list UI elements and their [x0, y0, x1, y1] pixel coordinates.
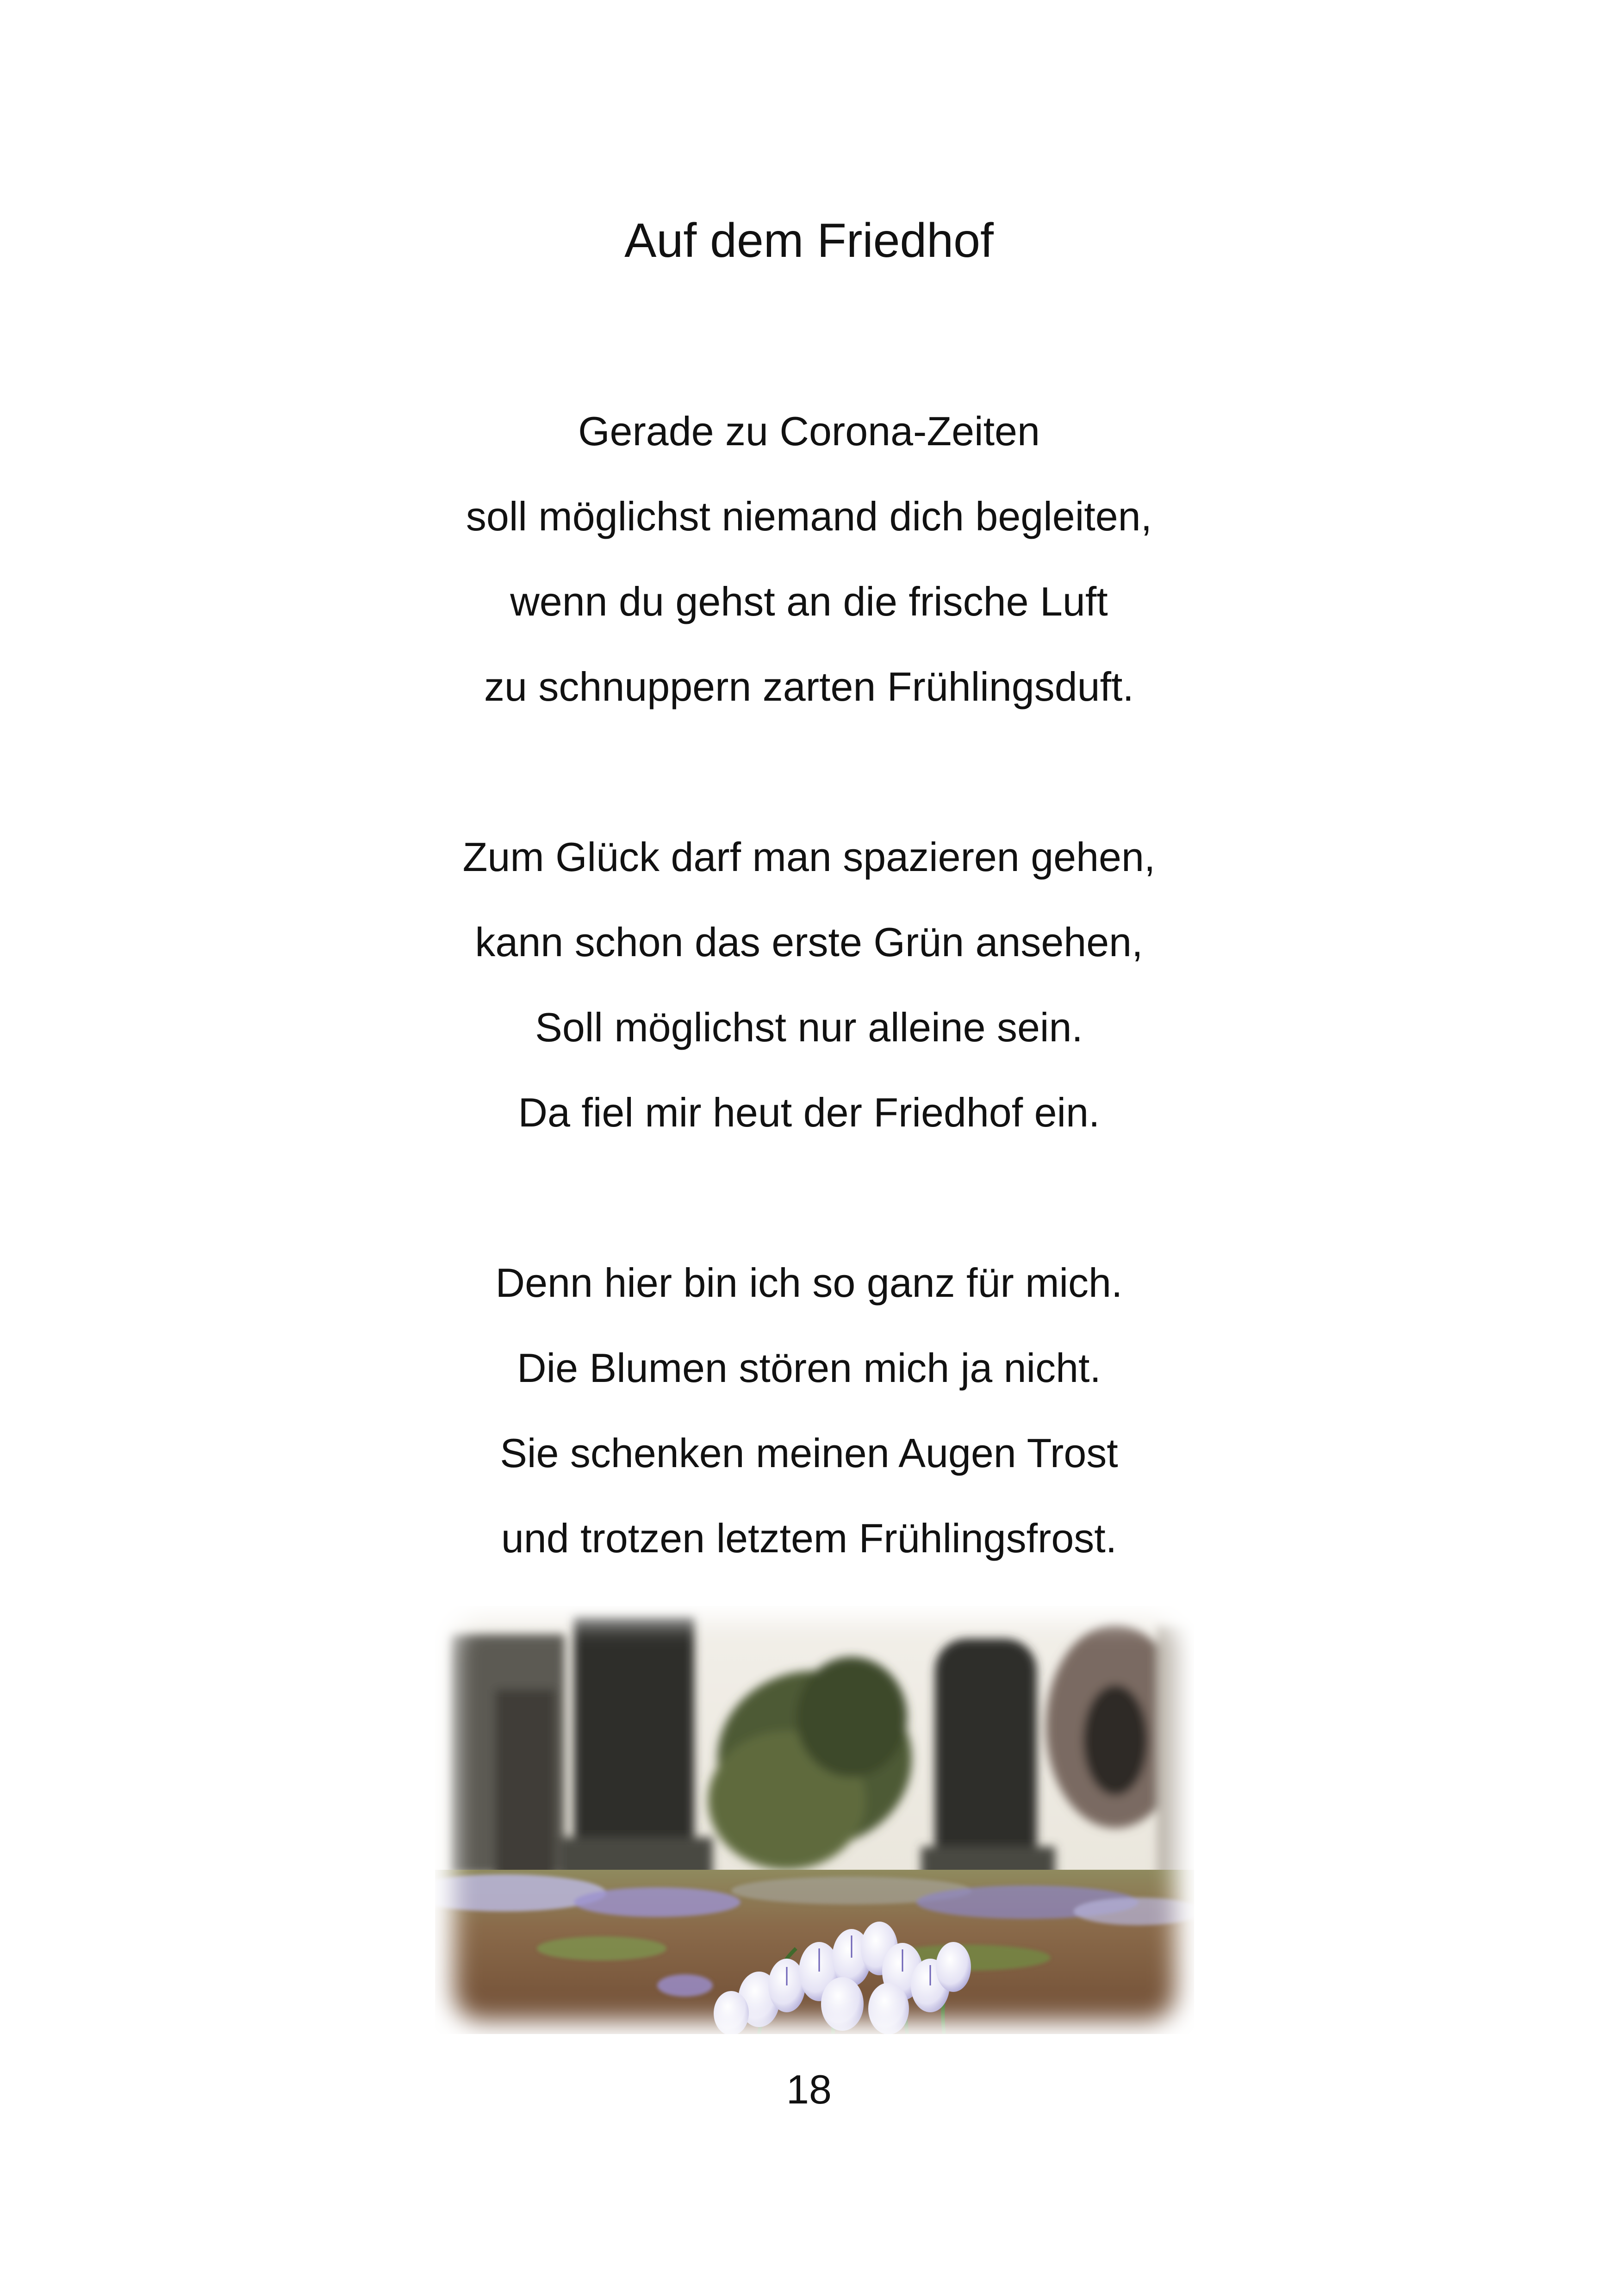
stanza-1 [0, 389, 1618, 729]
poem-line: kann schon das erste Grün ansehen, [475, 919, 1143, 965]
poem-body [0, 389, 1618, 1666]
poem-line: Zum Glück darf man spazieren gehen, [462, 834, 1156, 880]
poem-line: Die Blumen stören mich ja nicht. [517, 1345, 1101, 1391]
poem-line: soll möglichst niemand dich begleiten, [466, 493, 1152, 539]
poem-line: und trotzen letztem Frühlingsfrost. [501, 1515, 1117, 1561]
page-number: 18 [786, 2066, 832, 2112]
poem-line: Denn hier bin ich so ganz für mich. [495, 1260, 1123, 1306]
poem-line: Da fiel mir heut der Friedhof ein. [518, 1089, 1100, 1135]
cemetery-crocus-illustration [435, 1606, 1194, 2034]
stanza-3 [0, 1240, 1618, 1581]
poem-line: Sie schenken meinen Augen Trost [500, 1430, 1118, 1476]
stanza-2 [0, 815, 1618, 1155]
poem-line: zu schnuppern zarten Frühlingsduft. [484, 664, 1134, 709]
poem-line: wenn du gehst an die frische Luft [510, 579, 1108, 624]
poem-line: Gerade zu Corona-Zeiten [578, 408, 1040, 454]
poem-line: Soll möglichst nur alleine sein. [535, 1004, 1083, 1050]
poem-title: Auf dem Friedhof [624, 214, 994, 268]
